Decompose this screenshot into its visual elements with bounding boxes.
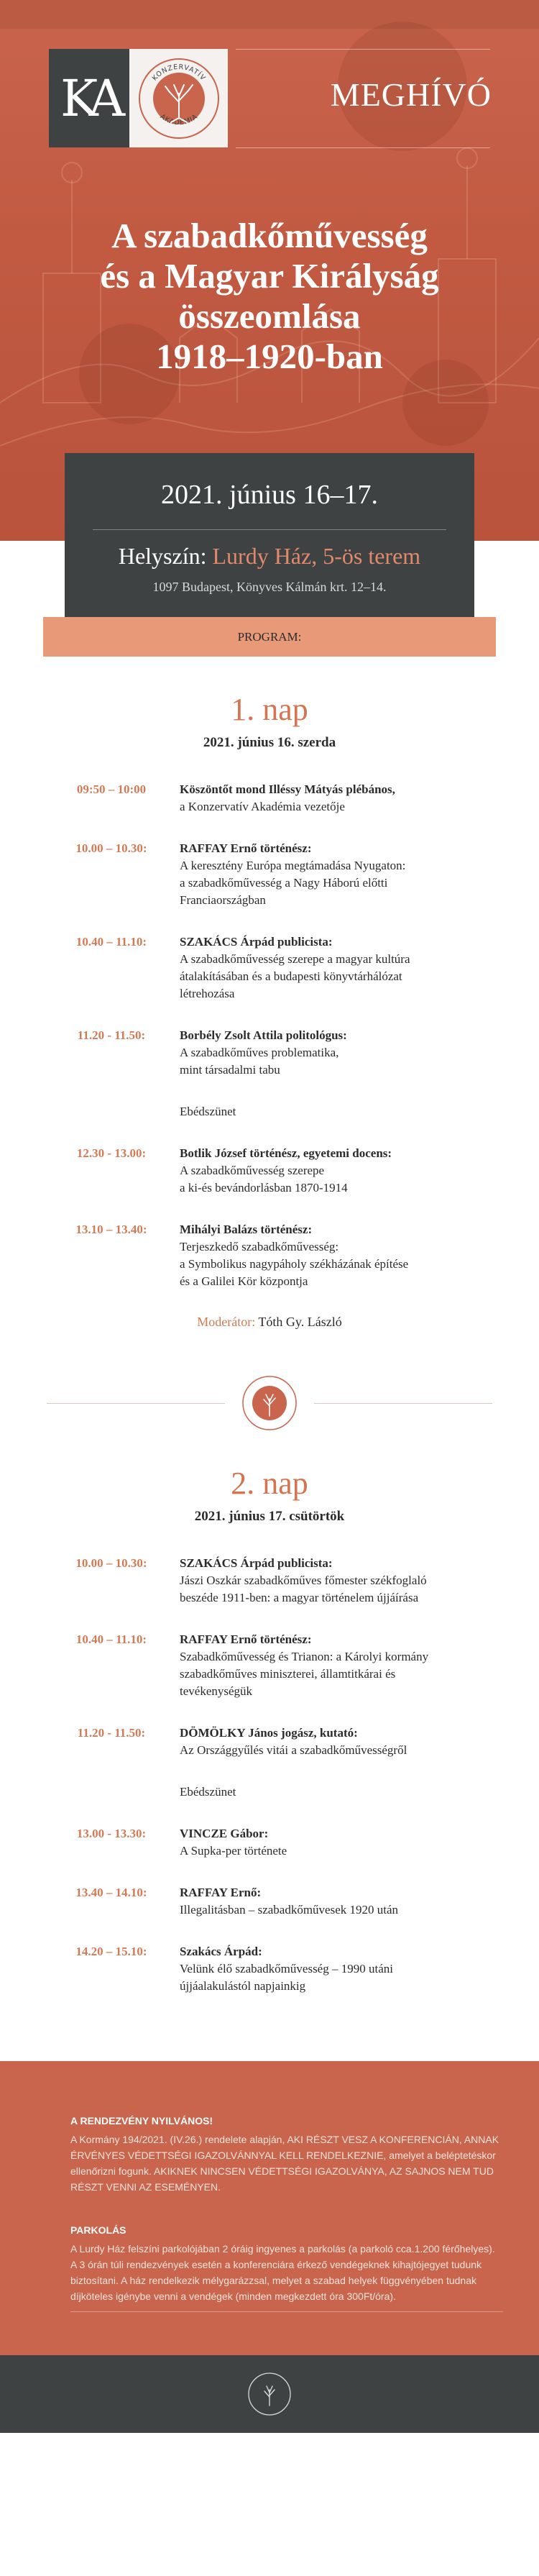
title-line: és a Magyar Királyság [100, 256, 439, 296]
moderator-name: Tóth Gy. László [255, 1315, 342, 1329]
schedule-body [180, 933, 496, 1002]
talk-title-line: Szabadkőművesség és Trianon: a Károlyi kormány [180, 1650, 429, 1663]
speaker-name: RAFFAY Ernő: [180, 1886, 262, 1899]
parking-title: PARKOLÁS [70, 2224, 126, 2236]
event-date: 2021. június 16–17. [161, 480, 378, 510]
talk-title-line: A szabadkőművesség szerepe [180, 1164, 325, 1177]
schedule-time: 13.00 - 13.30: [76, 1827, 147, 1840]
svg-text:KONZERVATÍV: KONZERVATÍV [150, 63, 207, 83]
section-separator [47, 1374, 492, 1432]
schedule-item [0, 1825, 539, 1860]
speaker-name: VINCZE Gábor: [180, 1827, 269, 1840]
location-value: Lurdy Ház, 5-ös terem [212, 543, 421, 569]
talk-title-line: A szabadkőművesség szerepe a magyar kultúra [180, 952, 410, 966]
info-panel [0, 2061, 539, 2355]
day-2-heading [0, 1465, 539, 1525]
talk-title-line: Velünk élő szabadkőművesség – 1990 utáni [180, 1962, 393, 1976]
schedule-time: 12.30 - 13.00: [76, 1146, 147, 1160]
talk-title-line: létrehozása [180, 987, 235, 1000]
talk-title-line: szabadkőműves miniszterei, államtitkárai és [180, 1667, 396, 1681]
schedule-item [0, 1943, 539, 1995]
talk-title-line: átalakításában és a budapesti könyvtárhálózat [180, 969, 402, 983]
schedule-time: 11.20 - 11.50: [77, 1726, 146, 1740]
separator-line [314, 1403, 492, 1404]
break-label: Ebédszünet [180, 1105, 236, 1118]
location-label: Helyszín: [118, 543, 213, 569]
talk-title-line: A keresztény Európa megtámadása Nyugaton: [180, 859, 406, 872]
talk-title-line: beszéde 1911-ben: a magyar történelem újjáírása [180, 1591, 419, 1604]
schedule-body [180, 1027, 496, 1079]
schedule-item [0, 1783, 539, 1801]
schedule-body [180, 1221, 496, 1290]
day-1-date: 2021. június 16. szerda [203, 735, 336, 750]
day-2-section [0, 1465, 539, 1995]
schedule-item [0, 1027, 539, 1079]
schedule-item [0, 1884, 539, 1919]
speaker-name: RAFFAY Ernő történész: [180, 1632, 312, 1646]
speaker-name: SZAKÁCS Árpád publicista: [180, 1556, 333, 1570]
parking-text: A Lurdy Ház felszíni parkolójában 2 óráig ingyenes a parkolás (a parkoló cca.1.200 férőhelyes). A 3 órán túli rendezvények esetén a konferenciára érkező vendégeknek kihajtójegyet tudunk biztosítani. A ház rendelkezik mélygarázzsal, melyet a szabad helyek függvényében tudnak díjköteles igénybe venni a vendégek (minden megkezdett óra 300Ft/óra). [70, 2243, 495, 2302]
talk-title-line: Terjeszkedő szabadkőművesség: [180, 1240, 339, 1253]
footer [0, 2355, 539, 2433]
day-1-section [0, 691, 539, 1330]
talk-title-line: mint társadalmi tabu [180, 1063, 280, 1077]
hero-rule-top [236, 49, 490, 50]
schedule-body [180, 1631, 496, 1700]
moderator-label: Moderátor: [197, 1315, 256, 1329]
title-line: összeomlása [178, 296, 361, 336]
schedule-time [0, 1103, 180, 1120]
speaker-name: RAFFAY Ernő történész: [180, 841, 312, 855]
schedule-body [180, 1145, 496, 1197]
day-1-schedule [0, 781, 539, 1290]
seal-tree-icon [137, 56, 221, 141]
schedule-body [180, 1884, 496, 1919]
day-1-heading [0, 691, 539, 751]
event-address: 1097 Budapest, Könyves Kálmán krt. 12–14. [152, 580, 387, 594]
hero-banner [0, 0, 539, 594]
event-info-box [65, 453, 474, 617]
schedule-item [0, 1725, 539, 1759]
schedule-body [180, 1103, 496, 1120]
speaker-name: Szakács Árpád: [180, 1945, 262, 1958]
schedule-time: 10.40 – 11.10: [75, 1632, 147, 1646]
title-line: 1918–1920-ban [156, 337, 383, 376]
info-divider [70, 2311, 503, 2312]
akademia-seal-icon [241, 1374, 298, 1432]
schedule-body [180, 840, 496, 909]
talk-title-line: Jászi Oszkár szabadkőműves főmester székfoglaló [180, 1574, 427, 1587]
schedule-body [180, 1783, 496, 1801]
schedule-item [0, 1221, 539, 1290]
schedule-item [0, 1103, 539, 1120]
ka-logo-text: KA [60, 68, 118, 128]
day-1-title: 1. nap [231, 692, 308, 727]
schedule-item [0, 1145, 539, 1197]
schedule-body [180, 1725, 496, 1759]
talk-title-line: újjáalakulástól napjainkig [180, 1979, 306, 1993]
talk-title-line: a Symbolikus nagypáholy székházának építése [180, 1257, 409, 1271]
schedule-time: 09:50 – 10:00 [76, 782, 147, 796]
schedule-body [180, 1943, 496, 1995]
schedule-time: 13.10 – 13.40: [75, 1223, 147, 1236]
public-notice-title: A RENDEZVÉNY NYILVÁNOS! [70, 2115, 213, 2127]
public-notice-text: A Kormány 194/2021. (IV.26.) rendelete alapján, AKI RÉSZT VESZ A KONFERENCIÁN, ANNAK ÉRVÉNYES VÉDETTSÉGI IGAZOLVÁNNYAL KELL RENDELKEZNIE, amelyet a beléptetéskor ellenőrizni fogunk. AKIKNEK NINCSEN VÉDETTSÉGI IGAZOLVÁNYA, AZ SAJNOS NEM TUD RÉSZT VENNI AZ ESEMÉNYEN. [70, 2134, 499, 2193]
day-2-title: 2. nap [231, 1466, 308, 1501]
schedule-item [0, 781, 539, 816]
speaker-name: SZAKÁCS Árpád publicista: [180, 935, 333, 949]
svg-text:AKADÉMIA: AKADÉMIA [158, 112, 199, 127]
speaker-name: Borbély Zsolt Attila politológus: [180, 1028, 347, 1042]
talk-title-line: tevékenységük [180, 1684, 253, 1698]
event-location [65, 543, 474, 570]
separator-line [47, 1403, 225, 1404]
schedule-time: 13.40 – 14.10: [75, 1886, 147, 1899]
day-2-schedule [0, 1555, 539, 1995]
ka-logo [49, 49, 129, 147]
day-2-date: 2021. június 17. csütörtök [194, 1509, 345, 1524]
speaker-name: Botlik József történész, egyetemi docens: [180, 1146, 392, 1160]
invitation-label: MEGHÍVÓ [330, 76, 492, 113]
talk-title-line: Franciaországban [180, 893, 266, 907]
info-divider [93, 529, 446, 530]
hero-rule-bottom [236, 147, 490, 148]
talk-title-line: Illegalitásban – szabadkőművesek 1920 után [180, 1903, 399, 1917]
talk-title-line: A Supka-per története [180, 1844, 287, 1858]
event-title [29, 216, 510, 377]
talk-title-line: A szabadkőműves problematika, [180, 1046, 339, 1059]
moderator [0, 1315, 539, 1330]
schedule-body [180, 1825, 496, 1860]
break-label: Ebédszünet [180, 1785, 236, 1799]
konzervativ-akademia-seal [129, 49, 228, 147]
talk-title-line: a szabadkőművesség a Nagy Háború előtti [180, 876, 388, 890]
title-line: A szabadkőművesség [111, 216, 428, 255]
footer-seal-icon [247, 2371, 292, 2417]
schedule-time: 11.20 - 11.50: [77, 1028, 146, 1042]
schedule-item [0, 840, 539, 909]
speaker-name: Mihályi Balázs történész: [180, 1223, 313, 1236]
schedule-item [0, 1555, 539, 1607]
talk-title-line: Az Országgyűlés vitái a szabadkőművességről [180, 1743, 407, 1757]
schedule-time: 14.20 – 15.10: [75, 1945, 147, 1958]
program-header: PROGRAM: [43, 617, 496, 657]
talk-title-line: a Konzervatív Akadémia vezetője [180, 800, 345, 813]
talk-title-line: a ki-és bevándorlásban 1870-1914 [180, 1181, 348, 1195]
schedule-body [180, 781, 496, 816]
speaker-name: Köszöntőt mond Illéssy Mátyás plébános, [180, 782, 395, 796]
schedule-item [0, 933, 539, 1002]
schedule-time: 10.00 – 10.30: [75, 841, 147, 855]
talk-title-line: és a Galilei Kör központja [180, 1274, 308, 1288]
schedule-time: 10.00 – 10.30: [75, 1556, 147, 1570]
schedule-item [0, 1631, 539, 1700]
schedule-body [180, 1555, 496, 1607]
schedule-time: 10.40 – 11.10: [75, 935, 147, 949]
speaker-name: DÖMÖLKY János jogász, kutató: [180, 1726, 358, 1740]
schedule-time [0, 1783, 180, 1801]
